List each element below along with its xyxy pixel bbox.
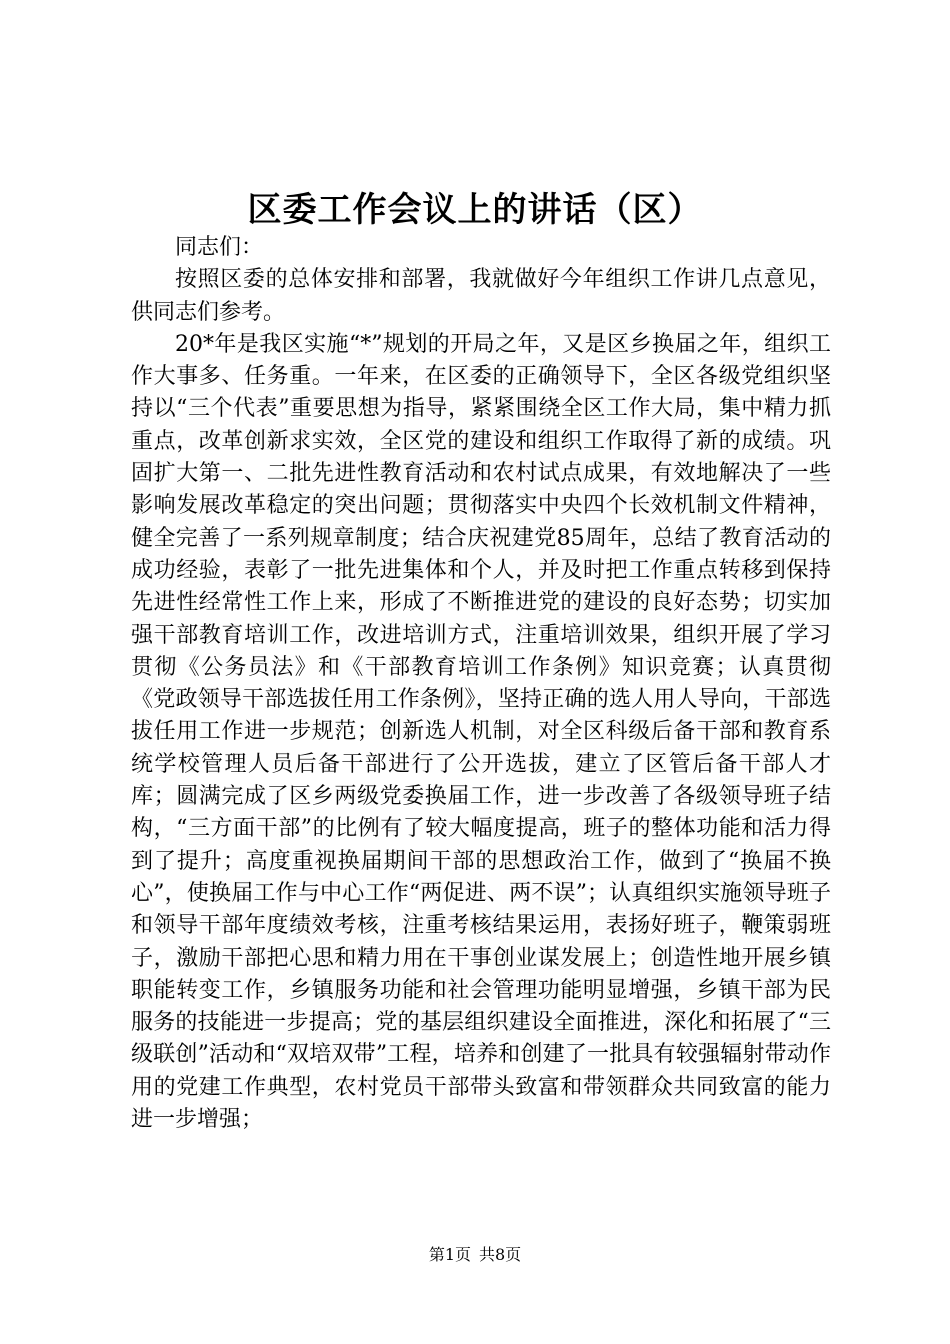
document-title: 区委工作会议上的讲话（区） bbox=[247, 190, 703, 230]
document-body bbox=[131, 232, 831, 1136]
greeting-line: 同志们： bbox=[175, 235, 264, 260]
paragraph-intro: 按照区委的总体安排和部署，我就做好今年组织工作讲几点意见，供同志们参考。 bbox=[131, 267, 831, 325]
page-footer bbox=[0, 1244, 950, 1266]
page-number-total: 共8页 bbox=[479, 1245, 522, 1264]
page-number-current: 第1页 bbox=[428, 1245, 471, 1264]
paragraph-review: 20*年是我区实施“*”规划的开局之年，又是区乡换届之年，组织工作大事多、任务重。一年来，在区委的正确领导下，全区各级党组织坚持以“三个代表”重要思想为指导，紧紧围绕全区工作大局，集中精力抓重点，改革创新求实效，全区党的建设和组织工作取得了新的成绩。巩固扩大第一、二批先进性教育活动和农村试点成果，有效地解决了一些影响发展改革稳定的突出问题；贯彻落实中央四个长效机制文件精神，健全完善了一系列规章制度；结合庆祝建党85周年，总结了教育活动的成功经验，表彰了一批先进集体和个人，并及时把工作重点转移到保持先进性经常性工作上来，形成了不断推进党的建设的良好态势；切实加强干部教育培训工作，改进培训方式，注重培训效果，组织开展了学习贯彻《公务员法》和《干部教育培训工作条例》知识竞赛；认真贯彻《党政领导干部选拔任用工作条例》，坚持正确的选人用人导向，干部选拔任用工作进一步规范；创新选人机制，对全区科级后备干部和教育系统学校管理人员后备干部进行了公开选拔，建立了区管后备干部人才库；圆满完成了区乡两级党委换届工作，进一步改善了各级领导班子结构，“三方面干部”的比例有了较大幅度提高，班子的整体功能和活力得到了提升；高度重视换届期间干部的思想政治工作，做到了“换届不换心”，使换届工作与中心工作“两促进、两不误”；认真组织实施领导班子和领导干部年度绩效考核，注重考核结果运用，表扬好班子，鞭策弱班子，激励干部把心思和精力用在干事创业谋发展上；创造性地开展乡镇职能转变工作，乡镇服务功能和社会管理功能明显增强，乡镇干部为民服务的技能进一步提高；党的基层组织建设全面推进，深化和拓展了“三级联创”活动和“双培双带”工程，培养和创建了一批具有较强辐射带动作用的党建工作典型，农村党员干部带头致富和带领群众共同致富的能力进一步增强； bbox=[131, 331, 831, 1133]
